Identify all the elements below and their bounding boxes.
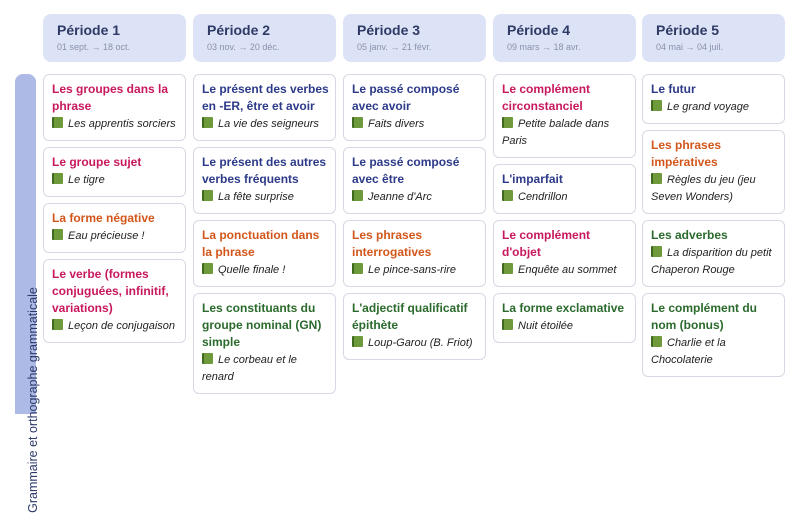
lesson-book xyxy=(52,116,179,133)
lesson-book xyxy=(202,116,329,133)
lesson-title: L'imparfait xyxy=(502,172,563,186)
lesson-book xyxy=(352,335,479,352)
lesson-book-title: Leçon de conjugaison xyxy=(68,320,176,332)
lesson-title: Le complément du nom (bonus) xyxy=(651,301,758,332)
lesson-title: La forme exclamative xyxy=(502,301,625,315)
lesson-title: Les constituants du groupe nominal (GN) simple xyxy=(202,301,322,349)
lesson-card[interactable] xyxy=(343,293,486,360)
lesson-list xyxy=(493,74,636,343)
book-icon xyxy=(651,173,662,184)
period-column-5 xyxy=(642,14,785,383)
lesson-book-title: Le pince-sans-rire xyxy=(368,264,457,276)
period-column-3 xyxy=(343,14,486,366)
lesson-list xyxy=(193,74,336,394)
lesson-card[interactable] xyxy=(493,220,636,287)
period-title: Période 5 xyxy=(656,22,720,38)
lesson-card[interactable] xyxy=(642,220,785,287)
lesson-book xyxy=(352,116,479,133)
lesson-book-title: Règles du jeu (jeu Seven Wonders) xyxy=(651,174,756,203)
lesson-book-title: Petite balade dans Paris xyxy=(502,118,610,147)
lesson-book-title: Charlie et la Chocolaterie xyxy=(651,337,726,366)
lesson-card[interactable] xyxy=(193,293,336,394)
lesson-book xyxy=(502,116,629,150)
period-dates: 01 sept. → 18 oct. xyxy=(57,42,131,52)
book-icon xyxy=(651,246,662,257)
book-icon xyxy=(352,117,363,128)
book-icon xyxy=(202,117,213,128)
domain-label: Grammaire et orthographe grammaticale xyxy=(26,287,40,513)
period-title: Période 1 xyxy=(57,22,121,38)
book-icon xyxy=(52,173,63,184)
book-icon xyxy=(352,190,363,201)
lesson-book-title: Nuit étoilée xyxy=(518,320,574,332)
lesson-card[interactable] xyxy=(43,203,186,253)
lesson-title: Le passé composé avec avoir xyxy=(352,82,460,113)
period-dates: 03 nov. → 20 déc. xyxy=(207,42,280,52)
lesson-book xyxy=(52,172,179,189)
lesson-book xyxy=(651,335,778,369)
lesson-book xyxy=(352,262,479,279)
lesson-book-title: Enquête au sommet xyxy=(518,264,617,276)
period-dates: 05 janv. → 21 févr. xyxy=(357,42,432,52)
lesson-card[interactable] xyxy=(642,74,785,124)
period-title: Période 4 xyxy=(507,22,571,38)
period-header[interactable] xyxy=(642,14,785,62)
lesson-list xyxy=(642,74,785,377)
book-icon xyxy=(502,319,513,330)
lesson-card[interactable] xyxy=(193,74,336,141)
lesson-book xyxy=(502,318,629,335)
book-icon xyxy=(52,319,63,330)
lesson-book xyxy=(202,189,329,206)
lesson-card[interactable] xyxy=(43,147,186,197)
lesson-book-title: Eau précieuse ! xyxy=(68,230,145,242)
period-column-2 xyxy=(193,14,336,400)
lesson-title: Les phrases interrogatives xyxy=(352,228,432,259)
lesson-book-title: Quelle finale ! xyxy=(218,264,286,276)
book-icon xyxy=(352,336,363,347)
lesson-card[interactable] xyxy=(343,74,486,141)
book-icon xyxy=(202,353,213,364)
lesson-book-title: La disparition du petit Chaperon Rouge xyxy=(651,247,772,276)
lesson-book-title: Le grand voyage xyxy=(667,101,749,113)
book-icon xyxy=(52,229,63,240)
lesson-title: Les groupes dans la phrase xyxy=(52,82,169,113)
lesson-book-title: Jeanne d'Arc xyxy=(368,191,432,203)
period-column-4 xyxy=(493,14,636,349)
lesson-list xyxy=(343,74,486,360)
lesson-title: Le groupe sujet xyxy=(52,155,142,169)
lesson-title: Le complément d'objet xyxy=(502,228,591,259)
lesson-book xyxy=(651,99,778,116)
lesson-book-title: Le corbeau et le renard xyxy=(202,354,297,383)
lesson-card[interactable] xyxy=(493,74,636,158)
lesson-book-title: La vie des seigneurs xyxy=(218,118,319,130)
lesson-card[interactable] xyxy=(642,130,785,214)
lesson-book xyxy=(502,189,629,206)
lesson-card[interactable] xyxy=(193,220,336,287)
book-icon xyxy=(202,190,213,201)
lesson-book-title: Le tigre xyxy=(68,174,105,186)
lesson-book xyxy=(502,262,629,279)
book-icon xyxy=(502,190,513,201)
lesson-card[interactable] xyxy=(343,220,486,287)
lesson-title: Le verbe (formes conjuguées, infinitif, variations) xyxy=(52,267,169,315)
book-icon xyxy=(52,117,63,128)
period-dates: 09 mars → 18 avr. xyxy=(507,42,581,52)
book-icon xyxy=(352,263,363,274)
lesson-book xyxy=(651,172,778,206)
lesson-title: Le présent des verbes en -ER, être et avoir xyxy=(202,82,329,113)
book-icon xyxy=(651,100,662,111)
lesson-title: Les phrases impératives xyxy=(651,138,722,169)
lesson-book-title: Les apprentis sorciers xyxy=(68,118,176,130)
lesson-card[interactable] xyxy=(642,293,785,377)
lesson-card[interactable] xyxy=(43,259,186,343)
lesson-book-title: La fête surprise xyxy=(218,191,294,203)
lesson-title: Les adverbes xyxy=(651,228,728,242)
lesson-card[interactable] xyxy=(493,164,636,214)
lesson-card[interactable] xyxy=(493,293,636,343)
lesson-card[interactable] xyxy=(43,74,186,141)
period-header[interactable] xyxy=(343,14,486,62)
lesson-book-title: Faits divers xyxy=(368,118,425,130)
period-header[interactable] xyxy=(43,14,186,62)
period-header[interactable] xyxy=(493,14,636,62)
lesson-card[interactable] xyxy=(343,147,486,214)
lesson-book xyxy=(202,352,329,386)
lesson-book xyxy=(52,318,179,335)
lesson-book xyxy=(651,245,778,279)
lesson-title: Le passé composé avec être xyxy=(352,155,460,186)
period-title: Période 2 xyxy=(207,22,271,38)
lesson-title: Le futur xyxy=(651,82,696,96)
lesson-list xyxy=(43,74,186,343)
lesson-card[interactable] xyxy=(193,147,336,214)
period-header[interactable] xyxy=(193,14,336,62)
period-column-1 xyxy=(43,14,186,349)
lesson-book xyxy=(52,228,179,245)
lesson-book xyxy=(202,262,329,279)
book-icon xyxy=(202,263,213,274)
lesson-book-title: Cendrillon xyxy=(518,191,568,203)
book-icon xyxy=(502,117,513,128)
lesson-book-title: Loup-Garou (B. Friot) xyxy=(368,337,473,349)
period-dates: 04 mai → 04 juil. xyxy=(656,42,724,52)
lesson-title: Le complément circonstanciel xyxy=(502,82,591,113)
book-icon xyxy=(502,263,513,274)
lesson-title: Le présent des autres verbes fréquents xyxy=(202,155,327,186)
lesson-book xyxy=(352,189,479,206)
book-icon xyxy=(651,336,662,347)
lesson-title: La forme négative xyxy=(52,211,155,225)
lesson-title: La ponctuation dans la phrase xyxy=(202,228,320,259)
lesson-title: L'adjectif qualificatif épithète xyxy=(352,301,468,332)
period-title: Période 3 xyxy=(357,22,421,38)
